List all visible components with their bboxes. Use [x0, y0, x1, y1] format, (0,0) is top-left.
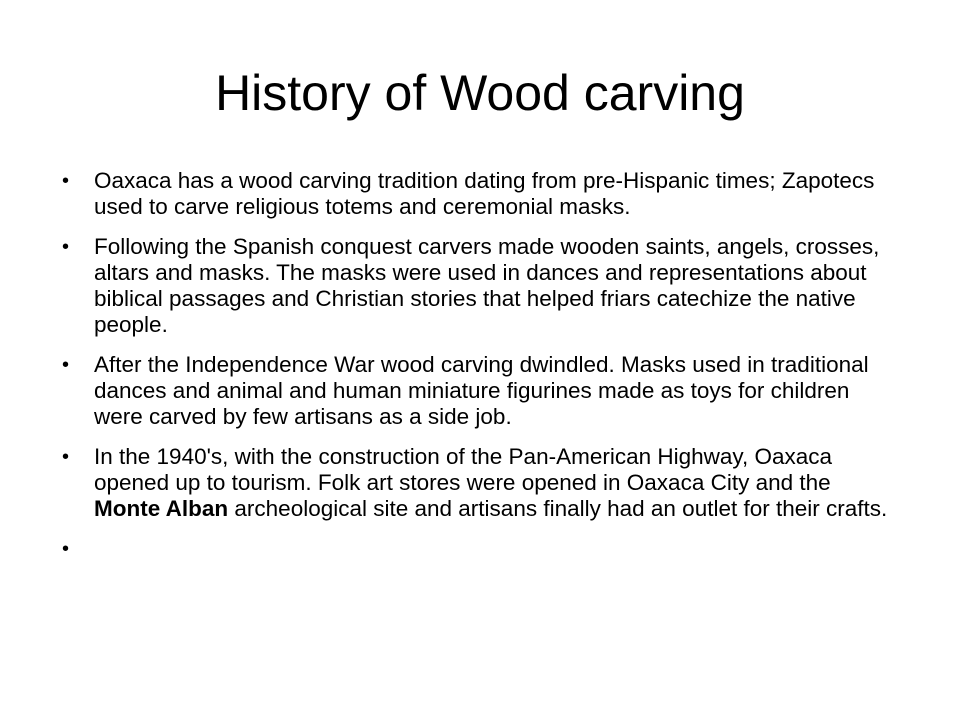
bullet-text: After the Independence War wood carving dwindled. Masks used in traditional dances and animal and human miniature figurines made as toys for children were carved by few artisans as a side job. — [94, 352, 869, 429]
empty-bullet-item — [60, 536, 890, 562]
bullet-dot-icon: • — [62, 354, 70, 376]
bullet-text: Following the Spanish conquest carvers made wooden saints, angels, crosses, altars and masks. The masks were used in dances and representations about biblical passages and Christian stories that helped friars catechize the native people. — [94, 234, 880, 337]
monte-alban-bold-text: Monte Alban — [94, 496, 229, 521]
slide-title: History of Wood carving — [215, 65, 745, 121]
bullet-text: Oaxaca has a wood carving tradition dating from pre-Hispanic times; Zapotecs used to carve religious totems and ceremonial masks. — [94, 168, 875, 219]
bullet-text-after: archeological site and artisans finally had an outlet for their crafts. — [228, 496, 888, 521]
bullet-text-before: In the 1940's, with the construction of the Pan-American Highway, Oaxaca opened up to tourism. Folk art stores were opened in Oaxaca City and the — [94, 444, 833, 495]
bullet-item — [60, 444, 890, 522]
bullet-dot-icon: • — [62, 446, 70, 468]
bullet-list — [60, 168, 890, 576]
bullet-dot-icon: • — [62, 538, 70, 560]
bullet-item — [60, 352, 890, 430]
bullet-dot-icon: • — [62, 170, 70, 192]
bullet-dot-icon: • — [62, 236, 70, 258]
bullet-item — [60, 234, 890, 338]
bullet-item — [60, 168, 890, 220]
